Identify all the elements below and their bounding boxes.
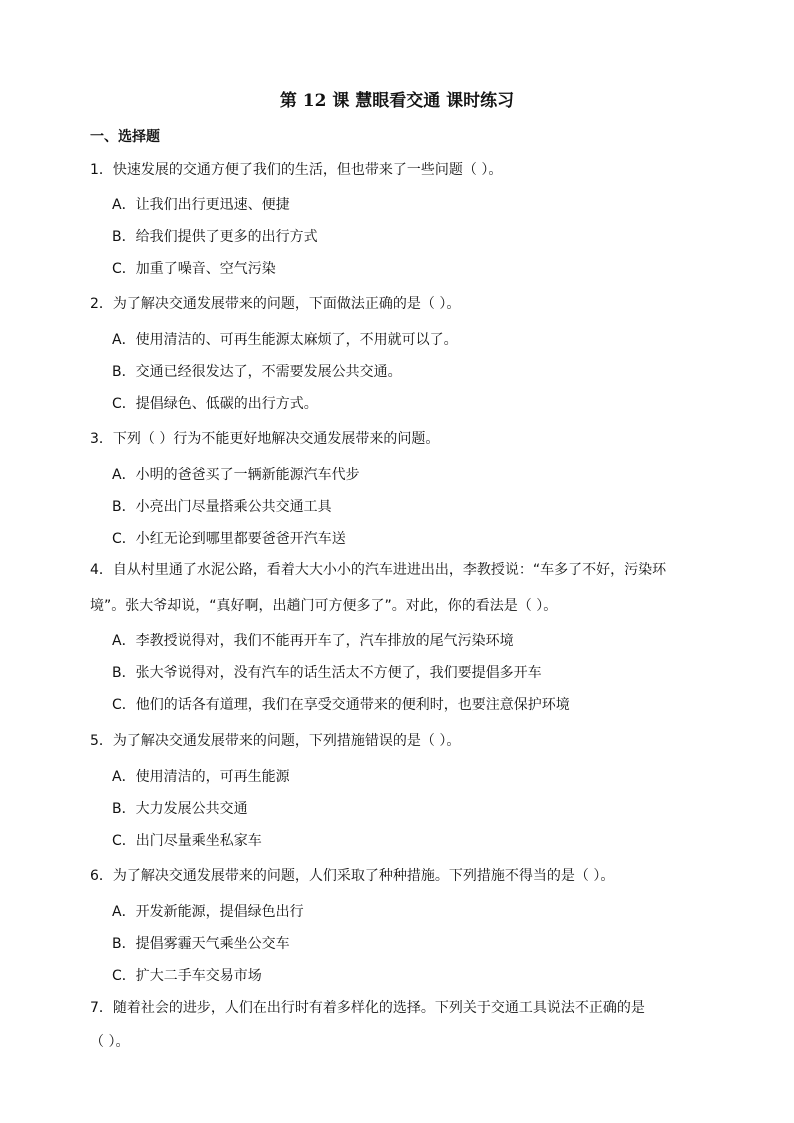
question-3-option-a[interactable]: A．小明的爸爸买了一辆新能源汽车代步 bbox=[112, 467, 360, 483]
question-2-option-c[interactable]: C．提倡绿色、低碳的出行方式。 bbox=[112, 396, 318, 412]
question-2-option-a[interactable]: A．使用清洁的、可再生能源太麻烦了，不用就可以了。 bbox=[112, 332, 458, 348]
question-1-stem: 1．快速发展的交通方便了我们的生活，但也带来了一些问题（ ）。 bbox=[90, 162, 503, 178]
question-1-option-b[interactable]: B．给我们提供了更多的出行方式 bbox=[112, 229, 318, 245]
question-2-stem: 2．为了解决交通发展带来的问题，下面做法正确的是（ ）。 bbox=[90, 296, 461, 312]
question-4-option-a[interactable]: A．李教授说得对，我们不能再开车了，汽车排放的尾气污染环境 bbox=[112, 633, 514, 649]
question-1-option-a[interactable]: A．让我们出行更迅速、便捷 bbox=[112, 197, 290, 213]
document-title: 第 12 课 慧眼看交通 课时练习 bbox=[279, 91, 515, 111]
question-7-stem: 7．随着社会的进步，人们在出行时有着多样化的选择。下列关于交通工具说法不正确的是 bbox=[90, 1000, 645, 1016]
question-4-stem-continued: 境”。张大爷却说，“真好啊，出趟门可方便多了”。对此，你的看法是（ ）。 bbox=[90, 598, 558, 614]
question-2-option-b[interactable]: B．交通已经很发达了，不需要发展公共交通。 bbox=[112, 364, 402, 380]
question-6-stem: 6．为了解决交通发展带来的问题，人们采取了种种措施。下列措施不得当的是（ ）。 bbox=[90, 868, 615, 884]
question-6-option-a[interactable]: A．开发新能源，提倡绿色出行 bbox=[112, 904, 304, 920]
section-heading: 一、选择题 bbox=[90, 129, 160, 145]
question-5-stem: 5．为了解决交通发展带来的问题，下列措施错误的是（ ）。 bbox=[90, 733, 461, 749]
question-4-stem: 4．自从村里通了水泥公路，看着大大小小的汽车进进出出，李教授说：“车多了不好，污染环 bbox=[90, 562, 667, 578]
question-4-option-b[interactable]: B．张大爷说得对，没有汽车的话生活太不方便了，我们要提倡多开车 bbox=[112, 665, 542, 681]
question-5-option-c[interactable]: C．出门尽量乘坐私家车 bbox=[112, 833, 262, 849]
question-4-option-c[interactable]: C．他们的话各有道理，我们在享受交通带来的便利时，也要注意保护环境 bbox=[112, 697, 570, 713]
question-5-option-a[interactable]: A．使用清洁的，可再生能源 bbox=[112, 769, 290, 785]
question-3-option-b[interactable]: B．小亮出门尽量搭乘公共交通工具 bbox=[112, 499, 332, 515]
question-3-stem: 3．下列（ ）行为不能更好地解决交通发展带来的问题。 bbox=[90, 431, 440, 447]
question-7-stem-continued: （ ）。 bbox=[90, 1034, 130, 1050]
question-3-option-c[interactable]: C．小红无论到哪里都要爸爸开汽车送 bbox=[112, 531, 346, 547]
question-6-option-b[interactable]: B．提倡雾霾天气乘坐公交车 bbox=[112, 936, 290, 952]
question-5-option-b[interactable]: B．大力发展公共交通 bbox=[112, 801, 248, 817]
question-6-option-c[interactable]: C．扩大二手车交易市场 bbox=[112, 968, 262, 984]
question-1-option-c[interactable]: C．加重了噪音、空气污染 bbox=[112, 261, 276, 277]
